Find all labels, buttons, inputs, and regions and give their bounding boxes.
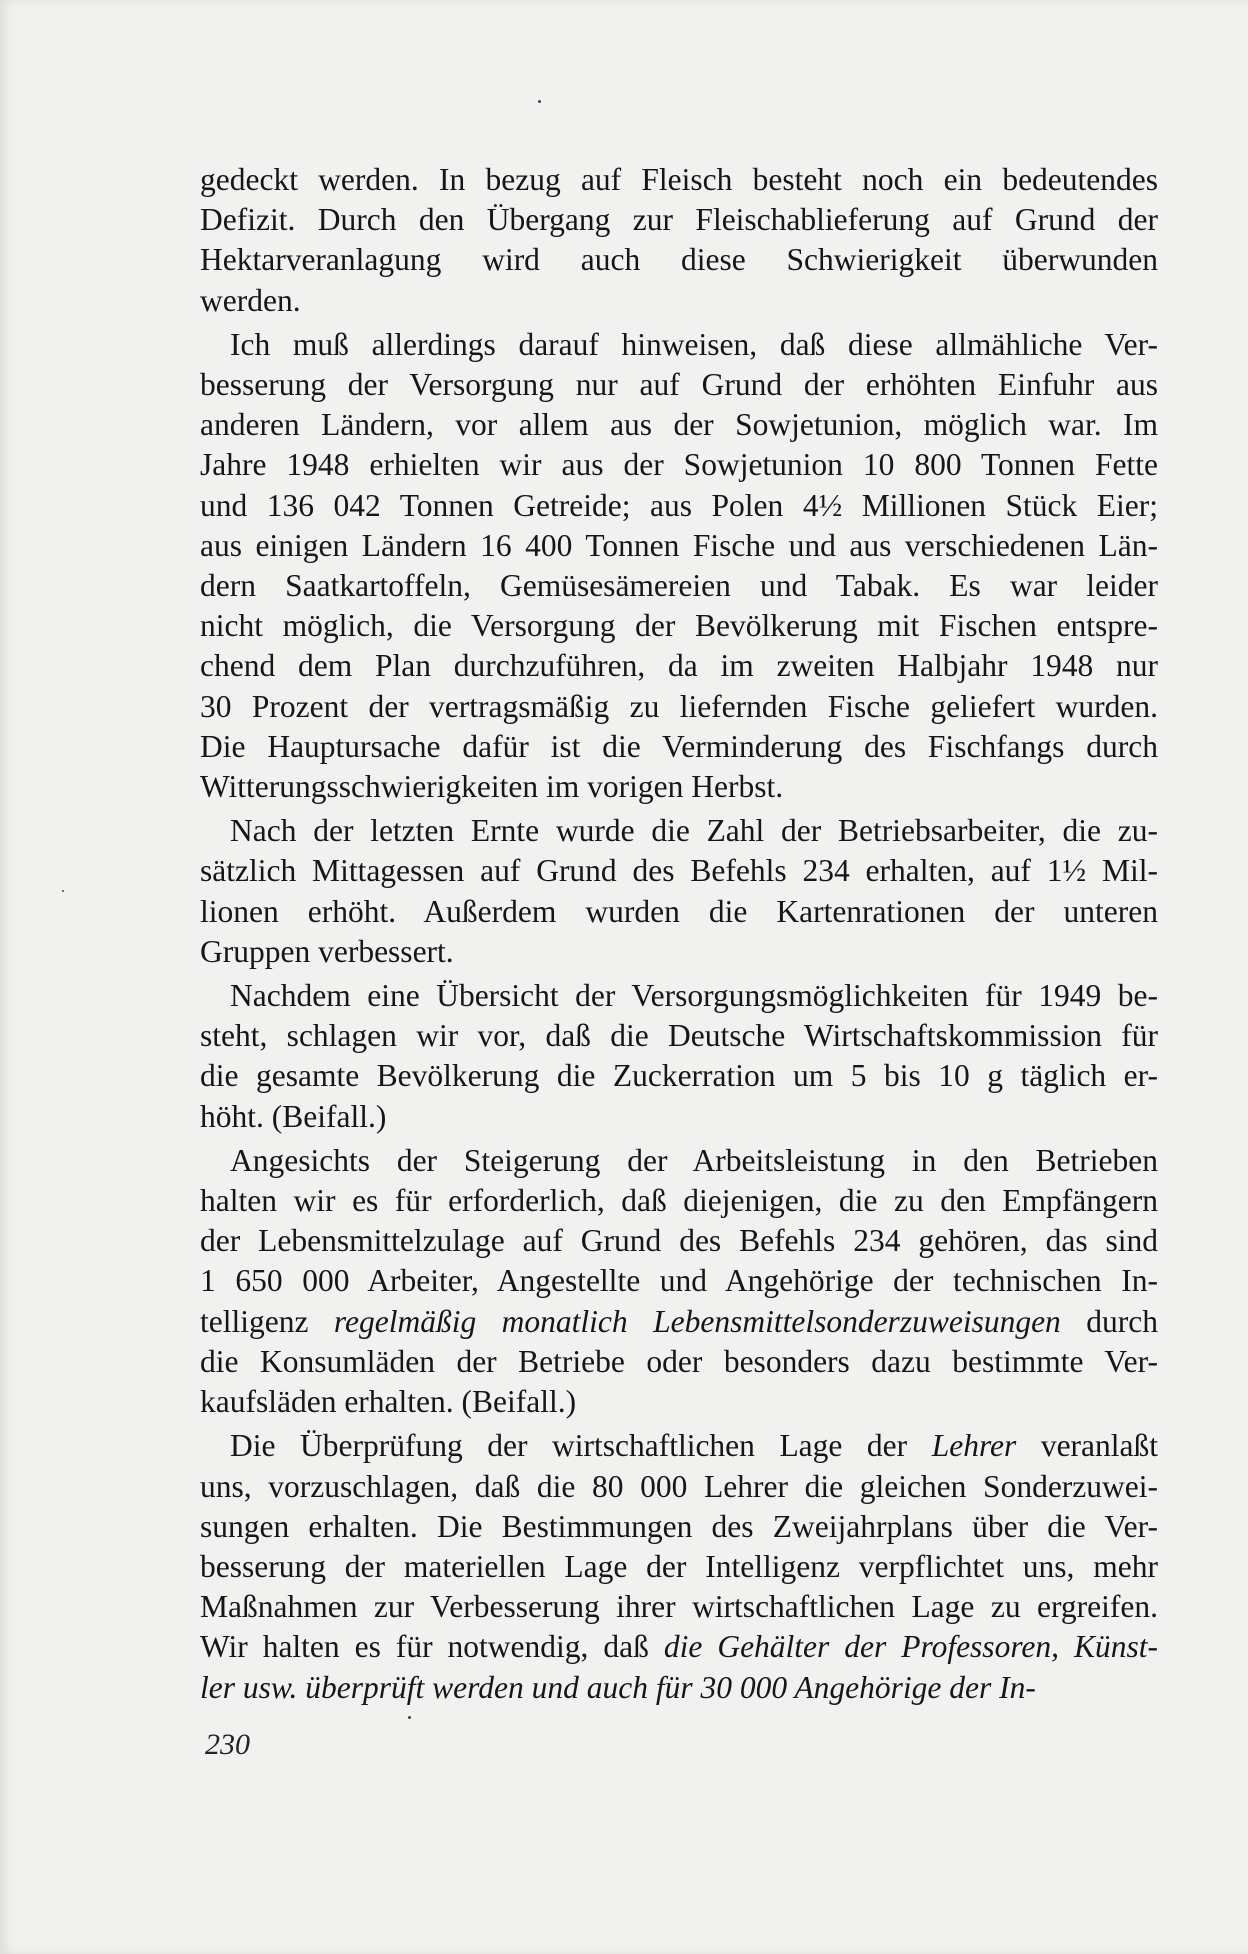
text-line: Nach der letzten Ernte wurde die Zahl der Betriebsarbeiter, die zu- [230, 813, 1158, 849]
paper-speck [538, 100, 541, 103]
text-line: Nachdem eine Übersicht der Versorgungsmöglichkeiten für 1949 be- [230, 978, 1158, 1014]
paragraph [200, 1426, 1158, 1707]
text-line: der Lebensmittelzulage auf Grund des Befehls 234 gehören, das sind [200, 1223, 1158, 1259]
text-line: Die Hauptursache dafür ist die Verminderung des Fischfangs durch [200, 728, 1158, 764]
text-line: uns, vorzuschlagen, daß die 80 000 Lehrer die gleichen Sonderzuwei- [200, 1468, 1158, 1504]
text-line: besserung der Versorgung nur auf Grund der erhöhten Einfuhr aus [200, 367, 1158, 403]
text-line: lionen erhöht. Außerdem wurden die Kartenrationen der unteren [200, 893, 1158, 929]
text-line: die gesamte Bevölkerung die Zuckerration um 5 bis 10 g täglich er- [200, 1058, 1158, 1094]
text-line: Wir halten es für notwendig, daß die Gehälter der Professoren, Künst- [200, 1629, 1158, 1665]
text-line: sungen erhalten. Die Bestimmungen des Zweijahrplans über die Ver- [200, 1508, 1158, 1544]
text-line: kaufsläden erhalten. (Beifall.) [200, 1384, 577, 1420]
text-line: chend dem Plan durchzuführen, da im zweiten Halbjahr 1948 nur [200, 648, 1158, 684]
text-line: Die Überprüfung der wirtschaftlichen Lage der Lehrer veranlaßt [230, 1428, 1158, 1464]
text-line: Gruppen verbessert. [200, 933, 454, 969]
paragraph [200, 325, 1158, 807]
body-text [200, 160, 1158, 1712]
text-line: halten wir es für erforderlich, daß diejenigen, die zu den Empfängern [200, 1183, 1158, 1219]
text-line: 30 Prozent der vertragsmäßig zu liefernden Fische geliefert wurden. [200, 688, 1158, 724]
text-line: besserung der materiellen Lage der Intelligenz verpflichtet uns, mehr [200, 1548, 1158, 1584]
text-line: Ich muß allerdings darauf hinweisen, daß diese allmähliche Ver- [230, 326, 1158, 362]
page-number: 230 [205, 1728, 250, 1761]
text-line: Maßnahmen zur Verbesserung ihrer wirtschaftlichen Lage zu ergreifen. [200, 1589, 1158, 1625]
paper-speck [62, 890, 64, 892]
paragraph [200, 1141, 1158, 1422]
text-line: sätzlich Mittagessen auf Grund des Befehls 234 erhalten, auf 1½ Mil- [200, 853, 1158, 889]
text-line: werden. [200, 282, 301, 318]
text-line: nicht möglich, die Versorgung der Bevölkerung mit Fischen entspre- [200, 608, 1158, 644]
text-line: und 136 042 Tonnen Getreide; aus Polen 4½ Millionen Stück Eier; [200, 487, 1158, 523]
text-line: die Konsumläden der Betriebe oder besonders dazu bestimmte Ver- [200, 1343, 1158, 1379]
text-line: Hektarveranlagung wird auch diese Schwierigkeit überwunden [200, 242, 1158, 278]
text-line: aus einigen Ländern 16 400 Tonnen Fische und aus verschiedenen Län- [200, 527, 1158, 563]
paragraph [200, 976, 1158, 1137]
text-line: telligenz regelmäßig monatlich Lebensmittelsonderzuweisungen durch [200, 1303, 1158, 1339]
paragraph [200, 160, 1158, 321]
text-line: Angesichts der Steigerung der Arbeitsleistung in den Betrieben [230, 1142, 1158, 1178]
text-line: dern Saatkartoffeln, Gemüsesämereien und Tabak. Es war leider [200, 568, 1158, 604]
text-line: steht, schlagen wir vor, daß die Deutsche Wirtschaftskommission für [200, 1018, 1158, 1054]
text-line: Defizit. Durch den Übergang zur Fleischablieferung auf Grund der [200, 202, 1158, 238]
text-line: gedeckt werden. In bezug auf Fleisch besteht noch ein bedeutendes [200, 162, 1158, 197]
text-line: ler usw. überprüft werden und auch für 30 000 Angehörige der In- [200, 1669, 1036, 1705]
text-line: 1 650 000 Arbeiter, Angestellte und Angehörige der technischen In- [200, 1263, 1158, 1299]
text-line: höht. (Beifall.) [200, 1098, 387, 1134]
paper-speck [408, 1716, 411, 1719]
text-line: Jahre 1948 erhielten wir aus der Sowjetunion 10 800 Tonnen Fette [200, 447, 1158, 483]
paragraph [200, 811, 1158, 972]
text-line: anderen Ländern, vor allem aus der Sowjetunion, möglich war. Im [200, 407, 1158, 443]
text-line: Witterungsschwierigkeiten im vorigen Herbst. [200, 769, 784, 805]
